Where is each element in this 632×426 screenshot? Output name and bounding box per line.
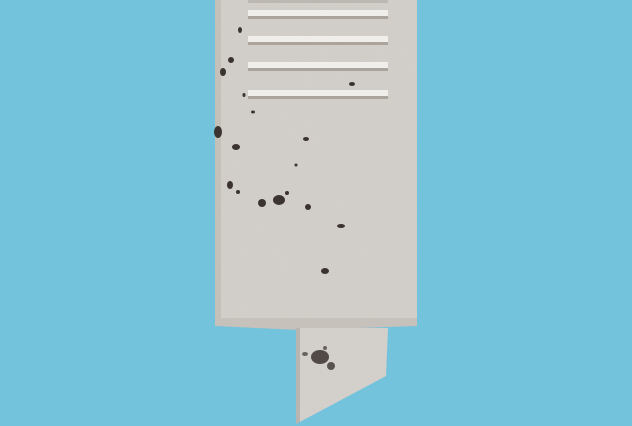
stain	[227, 181, 233, 189]
vent-gap	[248, 16, 388, 19]
stain	[273, 195, 285, 205]
pillar-left-edge	[215, 0, 221, 326]
stain	[251, 111, 255, 114]
stain	[337, 224, 345, 228]
vent-slat	[248, 36, 388, 42]
stain	[349, 82, 355, 86]
stain	[295, 164, 298, 167]
stain	[303, 137, 309, 141]
stain	[214, 126, 222, 138]
stain	[232, 144, 240, 150]
pillar-grain	[215, 0, 417, 326]
stain	[285, 191, 289, 195]
stain	[243, 93, 246, 97]
stain	[238, 27, 242, 33]
vent-slat	[248, 10, 388, 16]
stain	[302, 352, 308, 356]
stain	[228, 57, 234, 63]
vent-top-edge	[248, 0, 388, 3]
wedge-shadow-edge	[296, 328, 300, 424]
stain	[305, 204, 311, 210]
concrete-pillar	[214, 0, 417, 330]
stain	[236, 190, 240, 194]
vent-gap	[248, 42, 388, 45]
stain	[311, 350, 329, 364]
stain	[321, 268, 329, 274]
stain	[327, 362, 335, 370]
vent-gap	[248, 96, 388, 99]
vent-slat	[248, 62, 388, 68]
vent-slat	[248, 90, 388, 96]
stain	[220, 68, 226, 76]
stain	[258, 199, 266, 207]
stain	[323, 346, 327, 350]
vent-gap	[248, 68, 388, 71]
